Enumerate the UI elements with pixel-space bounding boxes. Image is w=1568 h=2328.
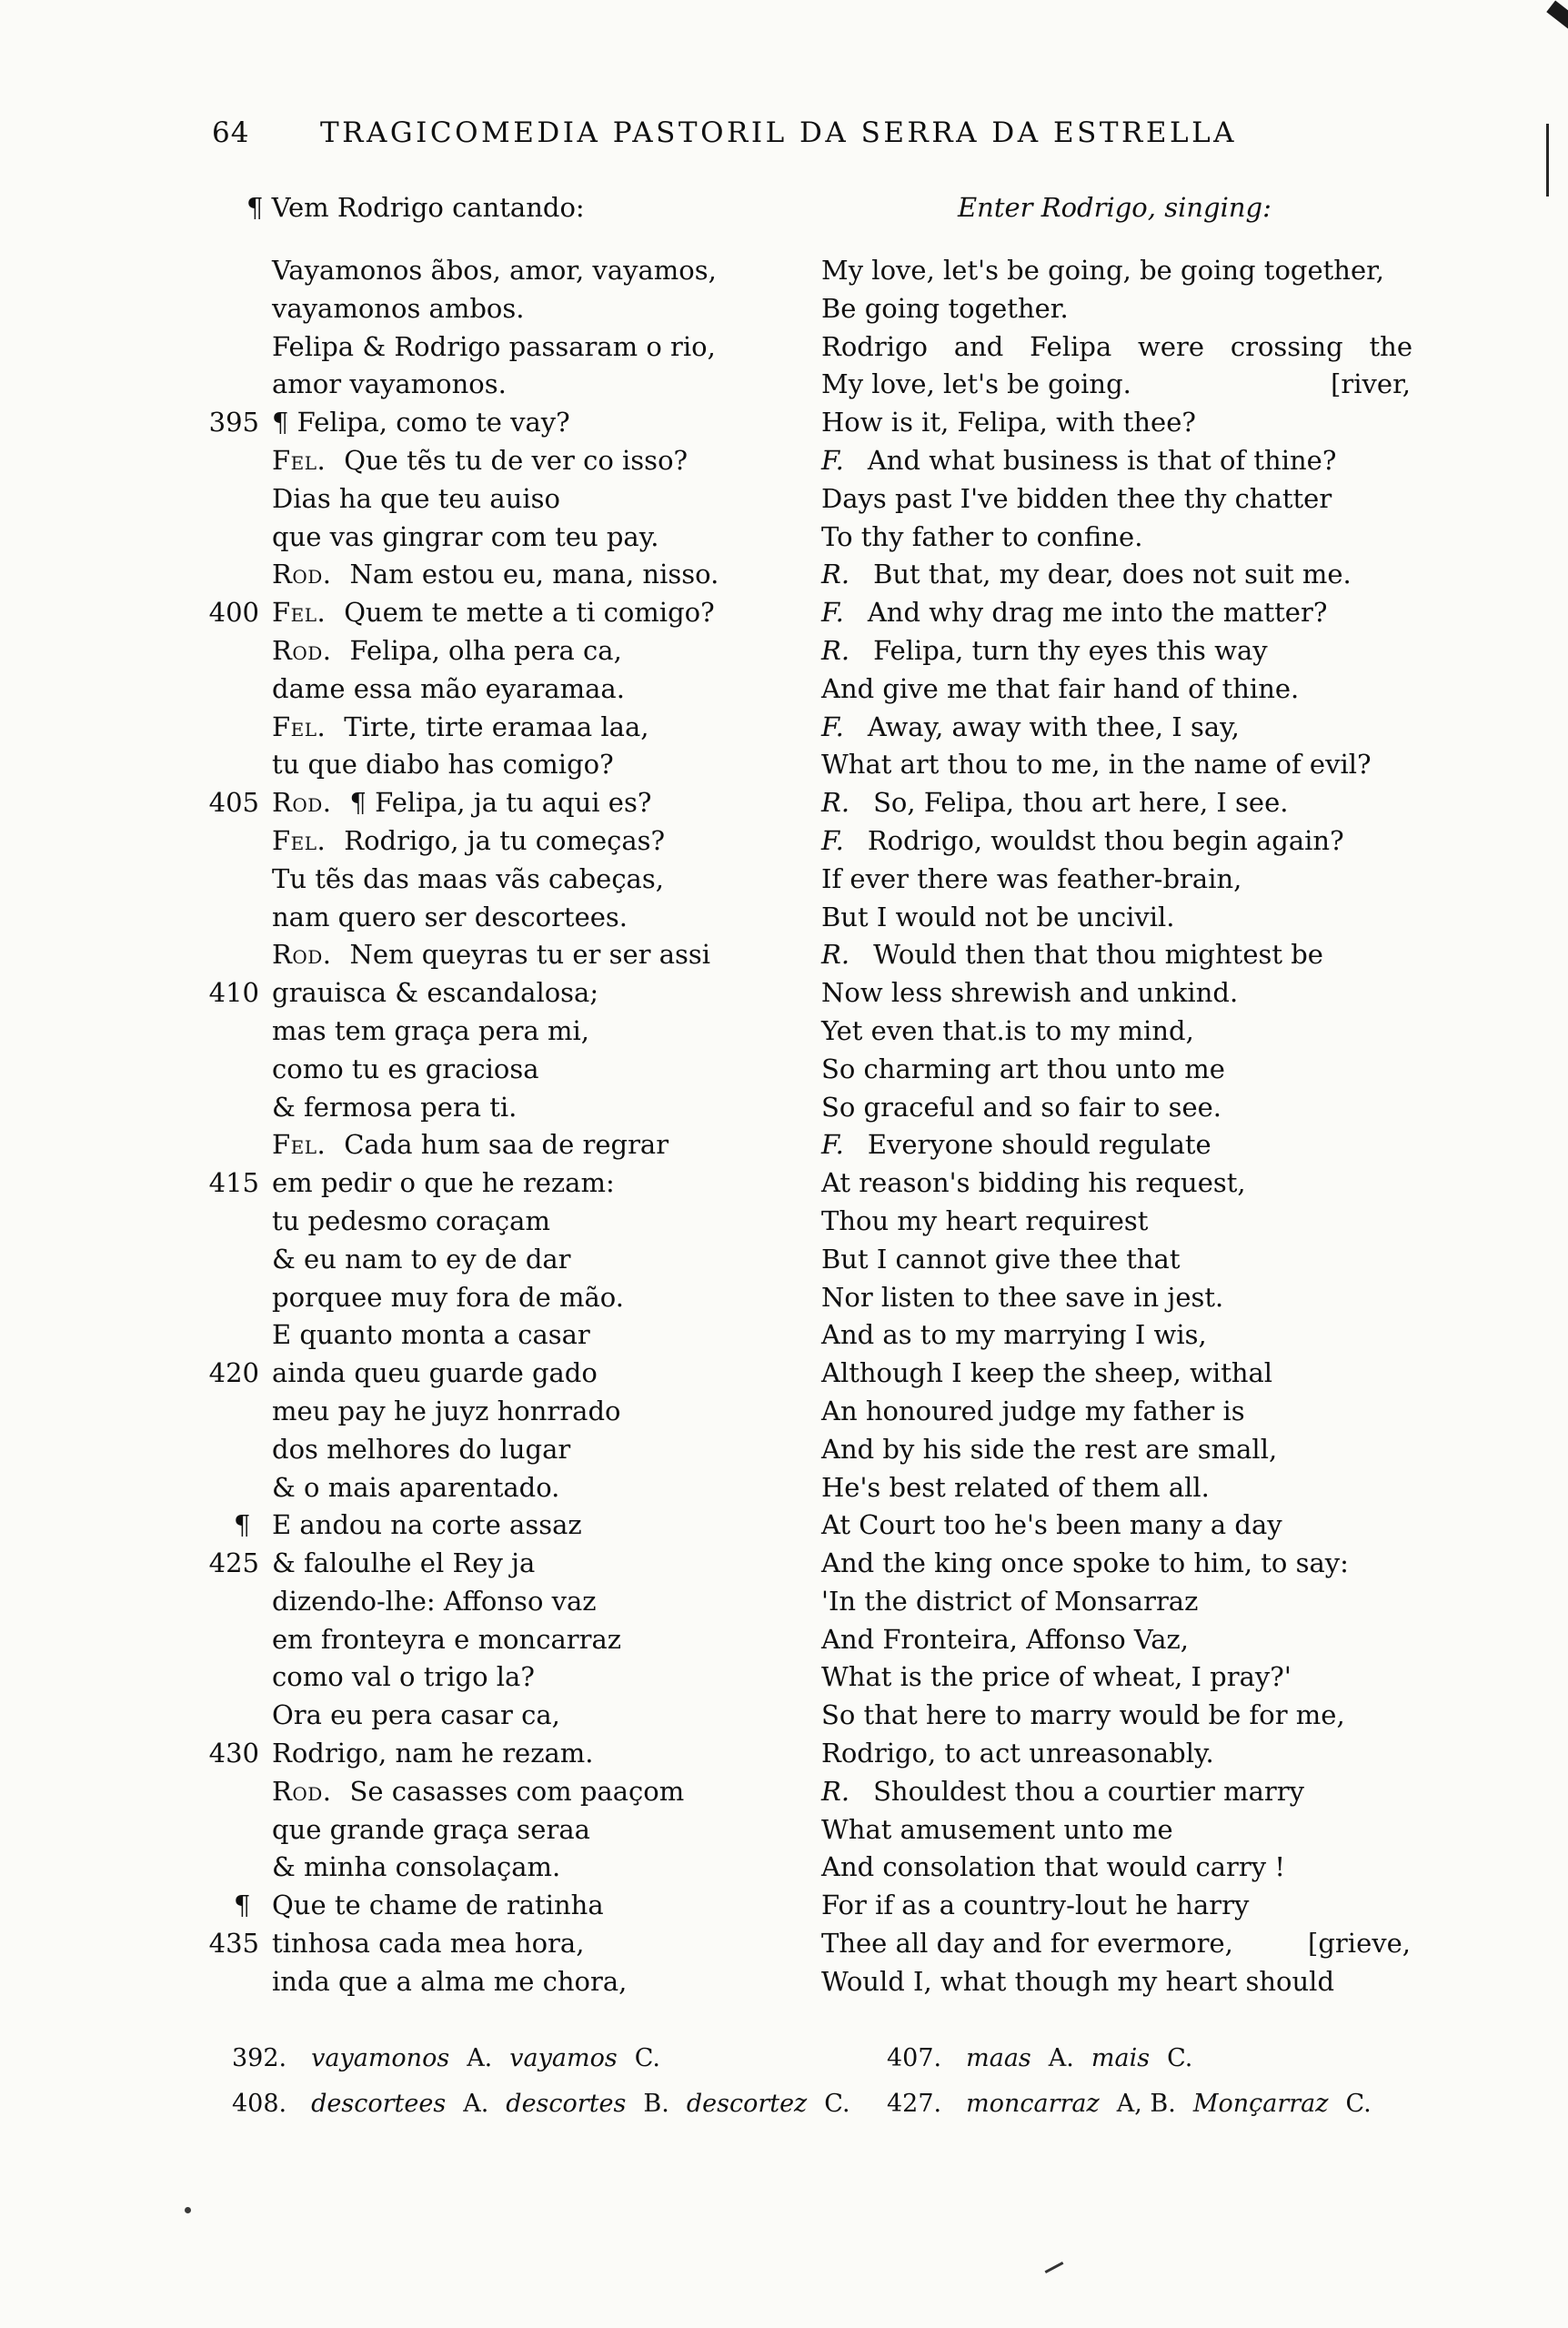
verse-text: nam quero ser descortees. (272, 901, 628, 932)
footnote-segment: vayamos (509, 2044, 618, 2072)
verse-line (821, 784, 1412, 822)
verse-line (205, 1545, 805, 1583)
footnote-segment: C. (1167, 2044, 1193, 2072)
speaker-label: Rod. (272, 1775, 332, 1807)
verse-text: And Fronteira, Affonso Vaz, (821, 1623, 1190, 1655)
verse-line (205, 670, 805, 709)
verse-text: Dias ha que teu auiso (272, 482, 561, 514)
verse-text: Rod. Nem queyras tu er ser assi (272, 939, 711, 971)
verse-text: But I would not be uncivil. (821, 901, 1175, 932)
verse-text: Rodrigo and Felipa were crossing the (821, 330, 1412, 362)
verse-line (205, 1963, 805, 2001)
verse-text: He's best related of them all. (821, 1471, 1210, 1503)
line-number: 395 (208, 407, 259, 438)
verse-line (205, 1887, 805, 1925)
verse-text: que vas gingrar com teu pay. (272, 520, 659, 552)
verse-text: vayamonos ambos. (272, 292, 525, 324)
verse-text: 'In the district of Monsarraz (821, 1585, 1199, 1617)
verse-line (821, 290, 1412, 328)
verse-line (205, 328, 805, 367)
verse-text: F. Away, away with thee, I say, (821, 710, 1240, 742)
verse-text: To thy father to confine. (821, 520, 1143, 552)
speaker-label: Rod. (272, 559, 332, 590)
verse-line (205, 1203, 805, 1241)
footnotes-left-column (232, 2036, 850, 2127)
verse-line (821, 1164, 1412, 1203)
footnote-number: 392. (232, 2044, 287, 2072)
verse-line (205, 1507, 805, 1545)
scan-artifact-slash (1045, 2262, 1064, 2273)
verse-line (205, 556, 805, 594)
verse-line (821, 1469, 1412, 1507)
verse-text: F. And what business is that of thine? (821, 444, 1337, 476)
scan-artifact-dot (185, 2207, 191, 2213)
verse-text: & minha consolaçam. (272, 1851, 561, 1883)
verse-text: F. And why drag me into the matter? (821, 597, 1328, 629)
verse-text: Rodrigo, to act unreasonably. (821, 1738, 1214, 1769)
stage-direction-portuguese: ¶ Vem Rodrigo cantando: (246, 192, 585, 223)
verse-line (821, 1089, 1412, 1127)
verse-text: For if as a country-lout he harry (821, 1890, 1250, 1921)
verse-line (205, 594, 805, 632)
verse-text: What amusement unto me (821, 1813, 1173, 1845)
verse-text: At Court too he's been many a day (821, 1509, 1282, 1541)
speaker-label: Fel. (272, 1129, 327, 1161)
verse-line (205, 1735, 805, 1773)
verse-text: So that here to marry would be for me, (821, 1699, 1345, 1731)
footnote-segment: A. (1048, 2044, 1074, 2072)
verse-text: Fel. Cada hum saa de regrar (272, 1129, 669, 1161)
verse-line (821, 1241, 1412, 1279)
verse-text: em fronteyra e moncarraz (272, 1623, 622, 1655)
verse-line (821, 328, 1412, 367)
verse-line (205, 861, 805, 899)
verse-line (205, 1925, 805, 1963)
verse-text: If ever there was feather-brain, (821, 862, 1242, 894)
speaker-label: Rod. (272, 939, 332, 971)
speaker-label: Rod. (272, 634, 332, 666)
page-number: 64 (212, 116, 250, 149)
footnote-number: 408. (232, 2090, 287, 2118)
verse-text: Fel. Rodrigo, ja tu começas? (272, 824, 666, 856)
verse-text: Be going together. (821, 292, 1069, 324)
verse-text: E quanto monta a casar (272, 1319, 590, 1351)
speaker-label: R. (821, 939, 850, 971)
verse-line (205, 1355, 805, 1393)
verse-text: And the king once spoke to him, to say: (821, 1547, 1349, 1579)
verse-text: Nor listen to thee save in jest. (821, 1281, 1224, 1313)
verse-line (821, 1431, 1412, 1469)
verse-text: F. Rodrigo, wouldst thou begin again? (821, 824, 1344, 856)
speaker-label: Rod. (272, 787, 332, 819)
speaker-label: F. (821, 824, 844, 856)
verse-text: F. Everyone should regulate (821, 1129, 1211, 1161)
verse-line (205, 709, 805, 747)
pilcrow-mark: ¶ (234, 1890, 251, 1921)
footnotes-right-column (887, 2036, 1372, 2127)
verse-text: como tu es graciosa (272, 1053, 539, 1084)
scan-artifact-corner-mark (1546, 0, 1568, 28)
speaker-label: F. (821, 597, 844, 629)
footnote-number: 407. (887, 2044, 942, 2072)
runover-word: [river, (1331, 368, 1411, 400)
line-number: 415 (208, 1167, 259, 1199)
footnote-segment: C. (634, 2044, 660, 2072)
verse-line (205, 1051, 805, 1089)
verse-line (205, 822, 805, 861)
verse-line (821, 670, 1412, 709)
verse-text: Fel. Que tẽs tu de ver co isso? (272, 444, 689, 476)
verse-text: Tu tẽs das maas vãs cabeças, (272, 862, 664, 894)
speaker-label: R. (821, 634, 850, 666)
verse-text: R. But that, my dear, does not suit me. (821, 559, 1352, 590)
portuguese-column (205, 188, 805, 2001)
verse-line (821, 366, 1412, 404)
verse-text: que grande graça seraa (272, 1813, 590, 1845)
line-number: 410 (208, 977, 259, 1009)
speaker-label: F. (821, 710, 844, 742)
footnote-segment: descortez (686, 2090, 808, 2118)
footnote-segment: Monçarraz (1192, 2090, 1329, 2118)
verse-text: Rodrigo, nam he rezam. (272, 1738, 594, 1769)
verse-line (821, 1545, 1412, 1583)
speaker-label: Fel. (272, 710, 327, 742)
verse-text: And consolation that would carry ! (821, 1851, 1285, 1883)
verse-line (205, 746, 805, 784)
verse-line (205, 784, 805, 822)
verse-text: tinhosa cada mea hora, (272, 1928, 585, 1960)
line-number: 420 (208, 1357, 259, 1389)
verse-text: Vayamonos ãbos, amor, vayamos, (272, 255, 717, 286)
verse-line (205, 1621, 805, 1659)
footnote-segment: A. (463, 2090, 489, 2118)
verse-line (821, 861, 1412, 899)
footnote-segment: B. (643, 2090, 669, 2118)
verse-line (205, 1469, 805, 1507)
speaker-label: R. (821, 559, 850, 590)
scan-artifact-vertical-line (1546, 124, 1549, 197)
verse-line (205, 1241, 805, 1279)
verse-line (205, 1126, 805, 1164)
verse-text: dizendo-lhe: Affonso vaz (272, 1585, 597, 1617)
verse-line (205, 1164, 805, 1203)
verse-line (821, 480, 1412, 519)
verse-line (821, 632, 1412, 670)
verse-line (821, 1013, 1412, 1051)
verse-line (821, 556, 1412, 594)
footnote-segment: C. (824, 2090, 850, 2118)
verse-text: Ora eu pera casar ca, (272, 1699, 560, 1731)
verse-line (205, 480, 805, 519)
speaker-label: Fel. (272, 597, 327, 629)
portuguese-verse-lines (205, 252, 805, 2001)
verse-text: Thou my heart requirest (821, 1204, 1149, 1236)
verse-text: At reason's bidding his request, (821, 1167, 1246, 1199)
verse-line (821, 822, 1412, 861)
verse-line (821, 936, 1412, 974)
verse-line (205, 1773, 805, 1811)
verse-line (821, 1887, 1412, 1925)
verse-text: inda que a alma me chora, (272, 1965, 628, 1997)
verse-text: grauisca & escandalosa; (272, 977, 599, 1009)
speaker-label: R. (821, 787, 850, 819)
verse-text: And as to my marrying I wis, (821, 1319, 1207, 1351)
english-verse-lines (821, 252, 1412, 2001)
footnote-segment: descortes (506, 2090, 627, 2118)
speaker-label: F. (821, 444, 844, 476)
verse-text: & faloulhe el Rey ja (272, 1547, 536, 1579)
verse-text: But I cannot give thee that (821, 1243, 1181, 1275)
verse-text: My love, let's be going, be going together, (821, 255, 1385, 286)
footnote-segment: maas (966, 2044, 1031, 2072)
page-title: TRAGICOMEDIA PASTORIL DA SERRA DA ESTRELLA (320, 116, 1238, 149)
verse-line (205, 1431, 805, 1469)
verse-text: R. So, Felipa, thou art here, I see. (821, 787, 1289, 819)
line-number: 435 (208, 1928, 259, 1960)
verse-line (821, 1773, 1412, 1811)
verse-text: Would I, what though my heart should (821, 1965, 1335, 1997)
footnote-segment: A, B. (1116, 2090, 1176, 2118)
verse-line (821, 1126, 1412, 1164)
english-column (821, 188, 1412, 2001)
verse-line (205, 1279, 805, 1317)
verse-text: tu que diabo has comigo? (272, 749, 614, 781)
verse-line (821, 1658, 1412, 1697)
verse-line (205, 1811, 805, 1849)
verse-line (205, 632, 805, 670)
footnote-segment: mais (1091, 2044, 1151, 2072)
verse-text: Although I keep the sheep, withal (821, 1357, 1273, 1389)
verse-line (205, 290, 805, 328)
speaker-label: Fel. (272, 824, 327, 856)
verse-text: An honoured judge my father is (821, 1395, 1245, 1426)
verse-line (821, 1507, 1412, 1545)
footnote-line (887, 2036, 1372, 2081)
verse-text: Que te chame de ratinha (272, 1890, 604, 1921)
footnote-segment: moncarraz (966, 2090, 1100, 2118)
verse-text: porquee muy fora de mão. (272, 1281, 624, 1313)
verse-text: como val o trigo la? (272, 1661, 535, 1693)
verse-line (205, 366, 805, 404)
footnote-line (232, 2036, 850, 2081)
verse-line (821, 252, 1412, 290)
verse-line (821, 1849, 1412, 1887)
speaker-label: Fel. (272, 444, 327, 476)
verse-line (205, 519, 805, 557)
verse-line (821, 1697, 1412, 1735)
speaker-label: F. (821, 1129, 844, 1161)
verse-text: How is it, Felipa, with thee? (821, 407, 1196, 438)
verse-line (205, 1393, 805, 1431)
verse-text: dame essa mão eyaramaa. (272, 672, 625, 704)
runover-word: [grieve, (1308, 1928, 1411, 1960)
verse-line (205, 974, 805, 1013)
verse-line (821, 1203, 1412, 1241)
verse-text: Yet even that.is to my mind, (821, 1014, 1194, 1046)
verse-text: tu pedesmo coraçam (272, 1204, 550, 1236)
verse-text: And by his side the rest are small, (821, 1433, 1278, 1465)
footnote-segment: descortees (311, 2090, 447, 2118)
verse-text: Rod. Nam estou eu, mana, nisso. (272, 559, 719, 590)
verse-text: Rod. ¶ Felipa, ja tu aqui es? (272, 787, 652, 819)
verse-line (821, 746, 1412, 784)
line-number: 405 (208, 787, 259, 819)
verse-line (205, 1658, 805, 1697)
verse-line (821, 1735, 1412, 1773)
verse-line (205, 1583, 805, 1621)
verse-text: And give me that fair hand of thine. (821, 672, 1300, 704)
verse-text: dos melhores do lugar (272, 1433, 571, 1465)
verse-text: Felipa & Rodrigo passaram o rio, (272, 330, 716, 362)
verse-line (821, 1316, 1412, 1355)
footnote-line (887, 2081, 1372, 2127)
footnote-segment: vayamonos (311, 2044, 450, 2072)
verse-text: So charming art thou unto me (821, 1053, 1225, 1084)
line-number: 430 (208, 1738, 259, 1769)
verse-text: R. Felipa, turn thy eyes this way (821, 634, 1268, 666)
stage-direction-english: Enter Rodrigo, singing: (958, 192, 1271, 223)
verse-line (821, 1355, 1412, 1393)
verse-text: What art thou to me, in the name of evil? (821, 749, 1372, 781)
speaker-label: R. (821, 1775, 850, 1807)
verse-text: So graceful and so fair to see. (821, 1091, 1222, 1123)
verse-line (821, 1811, 1412, 1849)
verse-text: & eu nam to ey de dar (272, 1243, 571, 1275)
line-number: 400 (208, 597, 259, 629)
verse-text: meu pay he juyz honrrado (272, 1395, 621, 1426)
verse-line (205, 899, 805, 937)
verse-text: My love, let's be going. (821, 368, 1131, 400)
verse-text: Now less shrewish and unkind. (821, 977, 1239, 1009)
pilcrow-mark: ¶ (234, 1509, 251, 1541)
verse-line (821, 594, 1412, 632)
verse-line (821, 1963, 1412, 2001)
verse-text: em pedir o que he rezam: (272, 1167, 615, 1199)
verse-line (821, 404, 1412, 442)
verse-text: R. Would then that thou mightest be (821, 939, 1323, 971)
verse-text: Rod. Felipa, olha pera ca, (272, 634, 622, 666)
verse-text: What is the price of wheat, I pray?' (821, 1661, 1292, 1693)
verse-line (821, 1583, 1412, 1621)
verse-text: ainda queu guarde gado (272, 1357, 598, 1389)
verse-line (205, 252, 805, 290)
verse-text: Fel. Quem te mette a ti comigo? (272, 597, 715, 629)
verse-text: ¶ Felipa, como te vay? (272, 407, 570, 438)
verse-text: Days past I've bidden thee thy chatter (821, 482, 1332, 514)
verse-text: Fel. Tirte, tirte eramaa laa, (272, 710, 649, 742)
verse-line (821, 1393, 1412, 1431)
verse-line (205, 404, 805, 442)
verse-line (205, 1089, 805, 1127)
verse-text: & fermosa pera ti. (272, 1091, 518, 1123)
verse-text: E andou na corte assaz (272, 1509, 582, 1541)
verse-text: & o mais aparentado. (272, 1471, 560, 1503)
footnote-number: 427. (887, 2090, 942, 2118)
verse-line (821, 974, 1412, 1013)
verse-line (821, 709, 1412, 747)
verse-line (821, 1051, 1412, 1089)
verse-line (205, 1316, 805, 1355)
verse-line (205, 936, 805, 974)
footnote-segment: C. (1345, 2090, 1372, 2118)
footnote-line (232, 2081, 850, 2127)
verse-line (205, 1849, 805, 1887)
verse-line (205, 442, 805, 480)
verse-text: R. Shouldest thou a courtier marry (821, 1775, 1305, 1807)
verse-text: Rod. Se casasses com paaçom (272, 1775, 685, 1807)
verse-line (821, 1925, 1412, 1963)
verse-text: mas tem graça pera mi, (272, 1014, 589, 1046)
verse-line (821, 442, 1412, 480)
verse-text: amor vayamonos. (272, 368, 507, 400)
line-number: 425 (208, 1547, 259, 1579)
verse-line (821, 1279, 1412, 1317)
verse-line (205, 1013, 805, 1051)
verse-line (821, 899, 1412, 937)
footnote-segment: A. (467, 2044, 493, 2072)
verse-line (205, 1697, 805, 1735)
verse-line (821, 1621, 1412, 1659)
verse-text: Thee all day and for evermore, (821, 1928, 1233, 1960)
verse-line (821, 519, 1412, 557)
